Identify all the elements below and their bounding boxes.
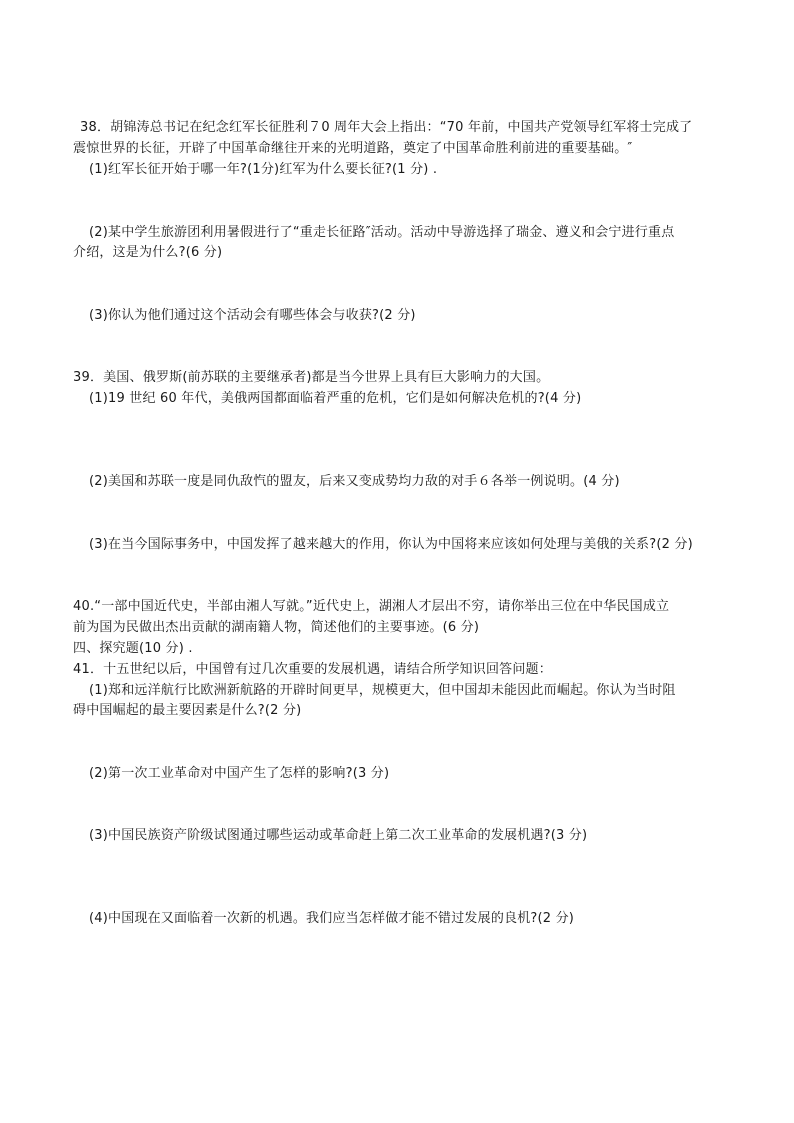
q41-sub1-line1: (1)郑和远洋航行比欧洲新航路的开辟时间更早，规模更大，但中国却未能因此而崛起。你认为当时阻 bbox=[89, 683, 676, 698]
q39-stem: 39．美国、俄罗斯(前苏联的主要继承者)都是当今世界上具有巨大影响力的大国。 bbox=[73, 370, 550, 385]
q41-stem: 41．十五世纪以后，中国曾有过几次重要的发展机遇，请结合所学知识回答问题： bbox=[73, 662, 552, 677]
q41-sub4: (4)中国现在又面临着一次新的机遇。我们应当怎样做才能不错过发展的良机?(2 分) bbox=[89, 911, 575, 926]
q40-stem-line1: 40.“一部中国近代史，半部由湘人写就。”近代史上，湖湘人才层出不穷，请你举出三位在中华民国成立 bbox=[73, 599, 670, 614]
q38-sub2-line1: (2)某中学生旅游团利用暑假进行了“重走长征路″活动。活动中导游选择了瑞金、遵义和会宁进行重点 bbox=[89, 225, 675, 240]
q38-sub1: (1)红军长征开始于哪一年?(1分)红军为什么要长征?(1 分) . bbox=[89, 162, 438, 177]
q41-sub1-line2: 碍中国崛起的最主要因素是什么?(2 分) bbox=[73, 703, 302, 718]
q38-sub2-line2: 介绍，这是为什么?(6 分) bbox=[73, 245, 223, 260]
q38-stem-line2: 震惊世界的长征，开辟了中国革命继往开来的光明道路，奠定了中国革命胜利前进的重要基础。″ bbox=[73, 141, 633, 156]
q38-sub3: (3)你认为他们通过这个活动会有哪些体会与收获?(2 分) bbox=[89, 308, 416, 323]
section4-heading: 四、探究题(10 分) . bbox=[73, 641, 193, 656]
q38-stem-line1: 38．胡锦涛总书记在纪念红军长征胜利７0 周年大会上指出：“70 年前，中国共产党领导红军将士完成了 bbox=[80, 120, 693, 135]
q41-sub3: (3)中国民族资产阶级试图通过哪些运动或革命赶上第二次工业革命的发展机遇?(3 分) bbox=[89, 828, 588, 843]
q39-sub2: (2)美国和苏联一度是同仇敌忾的盟友，后来又变成势均力敌的对手６各举一例说明。(4 分) bbox=[89, 474, 620, 489]
q39-sub3: (3)在当今国际事务中，中国发挥了越来越大的作用，你认为中国将来应该如何处理与美俄的关系?(2 分) bbox=[89, 537, 693, 552]
q40-stem-line2: 前为国为民做出杰出贡献的湖南籍人物，简述他们的主要事迹。(6 分) bbox=[73, 620, 480, 635]
q41-sub2: (2)第一次工业革命对中国产生了怎样的影响?(3 分) bbox=[89, 766, 390, 781]
q39-sub1: (1)19 世纪 60 年代，美俄两国都面临着严重的危机，它们是如何解决危机的?(4 分) bbox=[89, 391, 582, 406]
